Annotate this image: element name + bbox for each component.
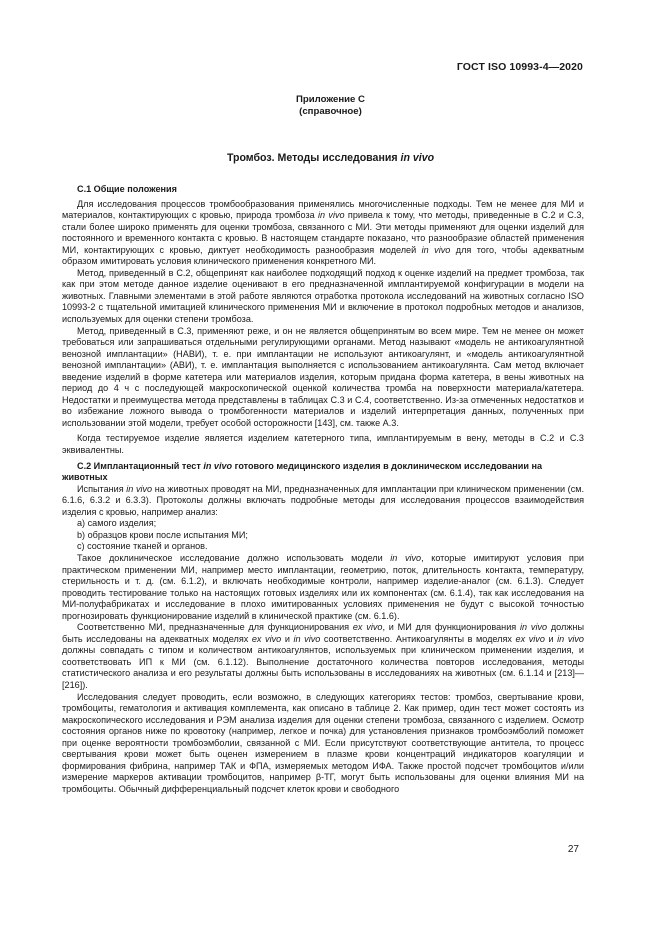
latin-term: in vivo xyxy=(293,633,321,644)
list-item: a) самого изделия; xyxy=(77,518,157,529)
section-c2-heading-emph: in vivo xyxy=(203,460,233,471)
appendix-note: (справочное) xyxy=(299,106,362,117)
latin-term: ex vivo xyxy=(352,622,383,633)
section-c1-heading: С.1 Общие положения xyxy=(77,184,177,194)
section-c2-paragraph: Испытания in vivo на животных проводят на МИ, предназначенных для имплантации при клиническом применении (см. 6.1.6, 6.3.2 и 6.3.3). Протоколы должны включать подробные методы для исследования процессов взаимодействия изделия с кровью, например анализ: xyxy=(62,483,585,517)
section-c2-paragraph: Такое доклиническое исследование должно использовать модели in vivo, которые имитируют условия при практическом применении МИ, например место имплантации, геометрию, поток, длительность контакта, температуру, стерильность и т. д. (см. 6.1.2), и включать необходимые контроли, например изделие-аналог (см. 6.1.3). Следует проводить тестирование только на настоящих готовых изделиях или их компонентах (см. 6.1.4), так как исследования на МИ-полуфабрикатах и исследование в плохо имитированных условиях применения не будут с высокой точностью прогнозировать функционирование изделий в клинической практике (см. 6.1.6). xyxy=(62,552,584,621)
section-c2-paragraph: Соответственно МИ, предназначенные для функционирования ex vivo, и МИ для функционирования in vivo должны быть исследованы на адекватных моделях ex vivo и in vivo соответственно. Антикоагулянты в моделях ex vivo и in vivo должны совпадать с типом и количеством антикоагулянтов, используемых при клиническом применении изделия, и соответствовать ИП к МИ (см. 6.1.12). Выполнение достаточного количества повторов исследования, методы статистического анализа и его результаты должны быть использованы в исследованиях на животных (см. 6.1.14 и [213]—[216]). xyxy=(62,622,584,690)
page-title xyxy=(0,153,661,165)
latin-term: in vivo xyxy=(520,622,548,633)
section-c2-heading-post: готового медицинского изделия в доклиническом исследовании на животных xyxy=(62,460,543,483)
latin-term: in vivo xyxy=(557,633,584,644)
section-c1-paragraph: Когда тестируемое изделие является изделием катетерного типа, имплантируемым в вену, методы в С.2 и С.3 эквивалентны. xyxy=(62,433,584,456)
appendix-label: Приложение С xyxy=(296,94,365,105)
latin-term: in vivo xyxy=(126,483,153,494)
document-body xyxy=(62,184,584,795)
section-c1-paragraph: Для исследования процессов тромбообразования применялись многочисленные подходы. Тем не менее для МИ и материалов, контактирующих с кровью, природа тромбоза in vivo привела к тому, что методы, приведенные в С.2 и С.3, стали более широко применять для оценки тромбоза, связанного с МИ. Эти методы применяют для оценки изделий для постоянного и временного контакта с кровью. В настоящем стандарте показано, что разнообразие областей применения МИ, контактирующих с кровью, диктует необходимость разнообразия моделей in vivo для того, чтобы адекватным образом имитировать условия клинического применения конкретного МИ. xyxy=(62,198,584,267)
section-c1-paragraph: Метод, приведенный в С.2, общепринят как наиболее подходящий подход к оценке изделий на предмет тромбоза, так как при этом методе данное изделие оценивают в его предназначенной имплантируемой конфигурации в модели на животных. Главными элементами в этой работе являются отработка протокола исследований на животных согласно ISO 10993-2 с тщательной имитацией клинического применения МИ и включение в протокол подробных методов и анализов, используемых для оценки степени тромбоза. xyxy=(62,267,584,325)
latin-term: ex vivo xyxy=(515,633,545,644)
list-item: b) образцов крови после испытания МИ; xyxy=(77,529,248,540)
list-item: c) состояние тканей и органов. xyxy=(77,541,208,552)
latin-term: in vivo xyxy=(318,210,345,221)
latin-term: in vivo xyxy=(421,244,451,255)
latin-term: in vivo xyxy=(390,552,422,563)
standard-designation: ГОСТ ISO 10993-4—2020 xyxy=(456,61,583,73)
appendix-heading xyxy=(0,94,661,118)
section-c2-heading xyxy=(62,461,584,484)
section-c2-heading-pre: С.2 Имплантационный тест xyxy=(77,460,201,471)
page-number: 27 xyxy=(567,844,579,855)
page-title-emph: in vivo xyxy=(400,152,435,164)
section-c2-paragraph: Исследования следует проводить, если возможно, в следующих категориях тестов: тромбоз, свертывание крови, тромбоциты, гематология и активация комплемента, как описано в таблице 2. Как пример, один тест может состоять из макроскопического исследования и РЭМ анализа изделия для оценки степени тромбоза, связанного с изделием. Осмотр состояния органов ниже по кровотоку (например, легкое и почка) для установления признаков тромбоэмболий поможет при оценке вероятности тромбоэмболии, связанной с МИ. Если присутствуют соответствующие антитела, то процесс свертывания крови может быть оценен измерением в плазме крови концентраций индикаторов коагуляции и формирования фибрина, например ТАК и ФПА, измеряемых методом ИФА. Также простой подсчет тромбоцитов и/или измерение маркеров активации тромбоцитов, например β-ТГ, могут быть использованы для оценки влияния МИ на тромбоциты. Обычный дифференциальный подсчет клеток крови и свободного xyxy=(62,691,584,794)
page-title-prefix: Тромбоз. Методы исследования xyxy=(226,152,398,164)
section-c1-paragraph: Метод, приведенный в С.3, применяют реже, и он не является общепринятым во всем мире. Тем не менее он может требоваться или запрашиваться отдельными регулирующими органами. Метод называют «модель не антикоагулянтной венозной имплантации» (НАВИ), т. е. при имплантации не используют антикоагулянт, и «модель антикоагулянтной венозной имплантации» (АВИ), т. е. имплантация выполняется с использованием антикоагулянта. Сам метод включает введение изделий в форме катетера или материалов изделия, которым придана форма катетера, в вены животных на период до 4 ч с последующей макроскопической оценкой количества тромба на поверхности материала/катетера. Недостатки и преимущества метода представлены в таблицах С.3 и С.4, соответственно. Из-за отмеченных недостатков и во избежание ложного вывода о тромбогенности материалов и изделий интерпретация данных, полученных при использовании этой модели, требует особой осторожности [143], см. также А.3. xyxy=(62,325,584,428)
latin-term: ex vivo xyxy=(251,633,282,644)
